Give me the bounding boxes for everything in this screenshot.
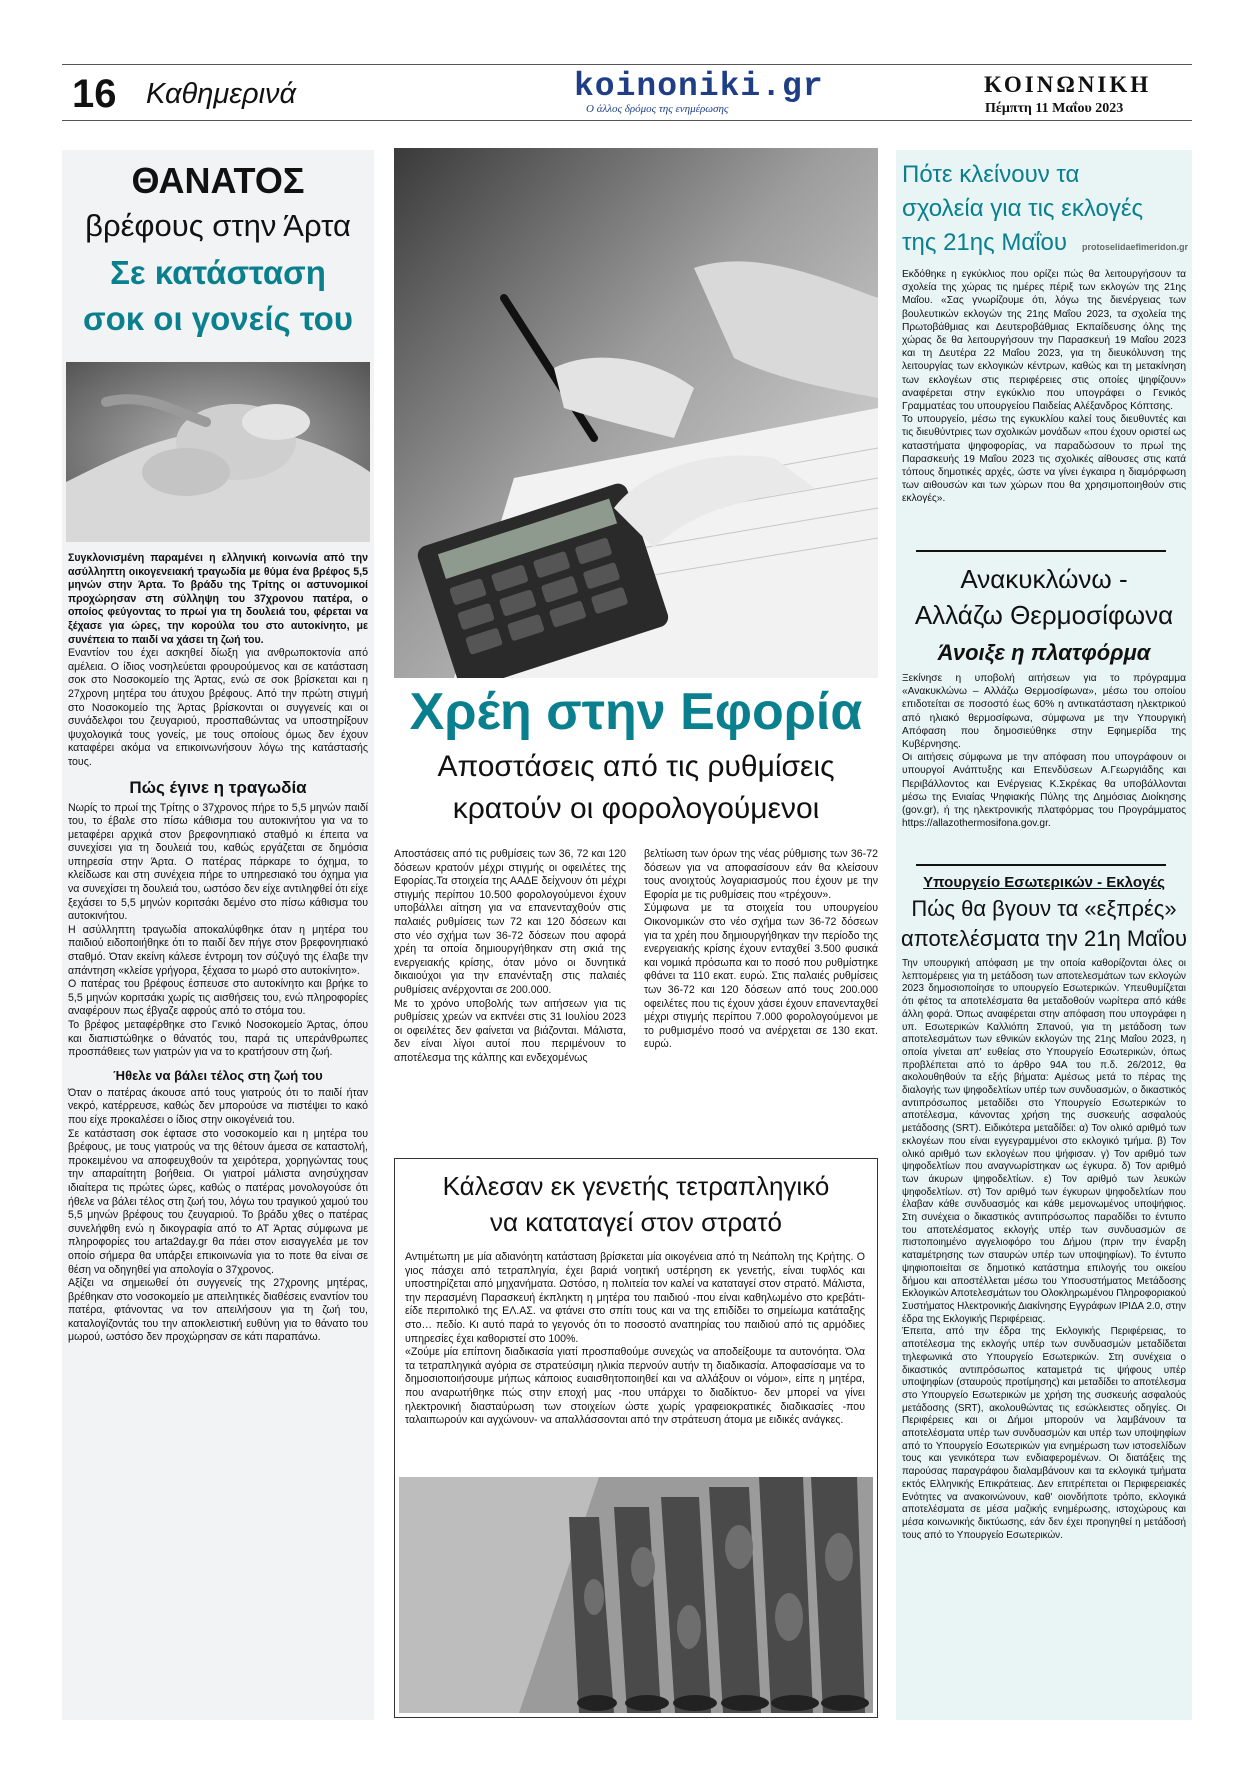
army-body <box>405 1251 865 1428</box>
site-tagline: Ο άλλος δρόμος της ενημέρωσης <box>586 103 729 115</box>
recycle-paragraph: Οι αιτήσεις σύμφωνα με την απόφαση που υπογράφουν οι υπουργοί Ανάπτυξης και Επενδύσεων Α.Γεωργιάδης και Περιβάλλοντος και Ενέργειας Κ.Σκρέκας θα υποβάλλονται μέσω της Ενιαίας Ψηφιακής Πύλης της Δημόσιας Διοίκησης (gov.gr), ή της ηλεκτρονικής πλατφόρμας του Προγράμματος https://allazothermosifona.gov.gr. <box>902 752 1186 830</box>
elections-kicker: Υπουργείο Εσωτερικών - Εκλογές <box>923 874 1165 891</box>
schools-headline-2: σχολεία για τις εκλογές <box>902 195 1144 222</box>
tax-column-1 <box>394 848 626 1066</box>
schools-body <box>902 268 1186 506</box>
tax-column-2 <box>644 848 878 1052</box>
left-headline-1: βρέφους στην Άρτα <box>85 208 351 243</box>
calculator-photo <box>394 148 878 678</box>
watermark-text: protoselidaefimeridon.gr <box>1082 242 1189 252</box>
army-headline-1: Κάλεσαν εκ γενετής τετραπληγικό <box>442 1171 830 1201</box>
elections-headline-1: Πώς θα βγουν τα «εξπρές» <box>911 896 1177 921</box>
header-top-rule <box>62 64 1192 65</box>
right-column-panel <box>896 150 1192 1720</box>
page-number: 16 <box>72 72 117 116</box>
right-divider-1 <box>916 550 1166 552</box>
section-title: Καθημερινά <box>146 78 297 110</box>
left-paragraph: Εναντίον του έχει ασκηθεί δίωξη για ανθρωποκτονία από αμέλεια. Ο ίδιος νοσηλεύεται φρουρούμενος και σε κατάσταση σοκ στο Νοσοκομείο της Άρτας, ενώ σε σοκ βρίσκεται και η 27χρονη μητέρα του άτυχου βρέφους. Από την πρώτη στιγμή στο Νοσοκομείο της Άρτας βρίσκονται οι συγγενείς και οι συνάδελφοι του ζευγαριού, προσπαθώντας να υποστηρίξουν ψυχολογικά τους γονείς, με τους οποίους όμως δεν έχουν καταφέρει ακόμα να επικοινωνήσουν λόγω της κατάστασής τους. <box>68 647 368 768</box>
tax-paragraph: βελτίωση των όρων της νέας ρύθμισης των 36-72 δόσεων για να αποφασίσουν εάν θα κλείσουν τους ανοιχτούς λογαριασμούς που έχουν με την Εφορία με τις ρυθμίσεις που «τρέχουν». <box>644 848 878 901</box>
recycle-paragraph: Ξεκίνησε η υποβολή αιτήσεων για το πρόγραμμα «Ανακυκλώνω – Αλλάζω Θερμοσίφωνα», μέσω του οποίου επιδοτείται σε ποσοστό έως 60% η αντικατάσταση ηλεκτρικού από ηλιακό θερμοσίφωνα, σύμφωνα με την Υπουργική Απόφαση που δημοσιεύθηκε στην Εφημερίδα της Κυβέρνησης. <box>902 673 1186 751</box>
left-paragraph: Το βρέφος μεταφέρθηκε στο Γενικό Νοσοκομείο Άρτας, όπου και διαπιστώθηκε ο θάνατός του, παρά τις υπεράνθρωπες προσπάθειες των γιατρών για να το κρατήσουν στη ζωή. <box>68 1019 368 1059</box>
schools-headline-1: Πότε κλείνουν τα <box>902 161 1080 188</box>
tax-paragraph: Σύμφωνα με τα στοιχεία του υπουργείου Οικονομικών στο νέο σχήμα των 36-72 δόσεων για τα χρέη που δημιουργήθηκαν την περίοδο της ενεργειακής κρίσης έχουν ενταχθεί 3.500 φυσικά και νομικά πρόσωπα και το ποσό που ρυθμίστηκε φθάνει τα 110 εκατ. ευρώ. Στις παλαιές ρυθμίσεις των 36-72 και 120 δόσεων από τους 200.000 οφειλέτες που τις έχουν χάσει έχουν επανενταχθεί μέχρι στιγμής περίπου 7.000 φορολογούμενοι με το ρυθμισμένο ποσό να ανέρχεται σε 130 εκατ. ευρώ. <box>644 902 878 1051</box>
left-paragraph: Σε κατάσταση σοκ έφτασε στο νοσοκομείο και η μητέρα του βρέφους, με τους γιατρούς να της θέτουν άμεσα σε καταστολή, προκειμένου να αποφευχθούν τα χειρότερα, χορηγώντας τους την απαραίτητη βοήθεια. Οι γιατροί μάλιστα ανησύχησαν ιδιαίτερα τις πρώτες ώρες, καθώς ο πατέρας μονολογούσε ότι ήθελε να βάλει τέλος στη ζωή του, λόγω του τραγικού χαμού του 5,5 μηνών βρέφους του ζευγαριού. Το βράδυ χθες ο πατέρας συνελήφθη ενώ η δικογραφία από το ΑΤ Άρτας σύμφωνα με πληροφορίες του arta2day.gr θα πάει στον εισαγγελέα με τον οποίο σήμερα θα υπάρξει επικοινωνία για το ποτε θα είναι σε θέση να οδηγηθεί για απολογία ο 37χρονος. <box>68 1127 368 1276</box>
paper-name: ΚΟΙΝΩΝΙΚΗ <box>984 72 1152 97</box>
army-paragraph: Αντιμέτωπη με μία αδιανόητη κατάσταση βρίσκεται μία οικογένεια από τη Νεάπολη της Κρήτης. Ο γιος πάσχει από τετραπληγία, έχει βαριά νοητική υστέρηση εκ γενετής, είναι τυφλός και υποστηρίζεται από μηχανήματα. Ωστόσο, η πολιτεία τον καλεί να καταταγεί στον στρατό. Μάλιστα, την περασμένη Παρασκευή έκπληκτη η μητέρα του παιδιού -που είναι καθηλωμένο στο κρεβάτι- είδε περιπολικό της ΕΛ.ΑΣ. να φτάνει στο σπίτι τους και να της επιδίδει το σημείωμα κατάταξης στο… πεδίο. Κι αυτό παρά το γεγονός ότι το ποσοστό αναπηρίας του παιδιού από τις αρμόδιες υπηρεσίες έχει καθοριστεί στο 100%. <box>405 1251 865 1345</box>
elections-headline-2: αποτελέσματα την 21η Μαΐου <box>900 926 1188 951</box>
elections-body <box>902 958 1186 1542</box>
issue-date: Πέμπτη 11 Μαΐου 2023 <box>985 101 1124 116</box>
left-paragraph: Ο πατέρας του βρέφους έσπευσε στο αυτοκίνητο και βρήκε το 5,5 μηνών κοριτσάκι χωρίς τις αισθήσεις του, ενώ πληροφορίες αναφέρουν πως έβγαζε αφρούς από το στόμα του. <box>68 978 368 1018</box>
schools-paragraph: Εκδόθηκε η εγκύκλιος που ορίζει πώς θα λειτουργήσουν τα σχολεία της χώρας τις ημέρες πέριξ των εκλογών της 21ης Μαΐου. «Σας γνωρίζουμε ότι, λόγω της διενέργειας των βουλευτικών εκλογών της 21ης Μαΐου 2023, τα σχολεία της Πρωτοβάθμιας και Δευτεροβάθμιας Εκπαίδευσης όλης της χώρας δε θα λειτουργήσουν την Παρασκευή 19 Μαΐου 2023 και τη Δευτέρα 22 Μαΐου 2023, για τη διευκόλυνση της λειτουργίας των εκλογικών κέντρων, καθώς και τη μετακίνηση των εκλογέων στις περιφέρειες στις οποίες ψηφίζουν» αναφέρεται στην εγκύκλιο που υπογράφει ο Γενικός Γραμματέας του υπουργείου Παιδείας Αλέξανδρος Κόπτσης. <box>902 269 1186 413</box>
recycle-body <box>902 672 1186 830</box>
schools-headline-3: της 21ης Μαΐου <box>902 229 1068 256</box>
left-paragraph: Η ασύλληπτη τραγωδία αποκαλύφθηκε όταν η μητέρα του παιδιού ειδοποιήθηκε ότι το παιδί δεν πήγε στον βρεφονηπιακό σταθμό. Όταν εκείνη κάλεσε έντρομη τον σύζυγό της έλαβε την απάντηση «κλείσε γρήγορα, ξέχασα το μωρό στο αυτοκίνητο». <box>68 923 368 977</box>
left-headline-3: σοκ οι γονείς του <box>83 300 353 337</box>
recycle-headline-2: Αλλάζω Θερμοσίφωνα <box>914 600 1174 630</box>
left-kicker: ΘΑΝΑΤΟΣ <box>131 160 305 201</box>
tax-subhead-2: κρατούν οι φορολογούμενοι <box>452 792 820 825</box>
tax-headline: Χρέη στην Εφορία <box>409 683 863 741</box>
recycle-headline-1: Ανακυκλώνω - <box>960 564 1128 594</box>
soldiers-photo <box>399 1477 873 1713</box>
left-paragraph: Όταν ο πατέρας άκουσε από τους γιατρούς ότι το παιδί ήταν νεκρό, κατέρρευσε, καθώς δεν μπορούσε να πιστέψει το κακό που είχε προκαλέσει ο ίδιος στην οικογένειά του. <box>68 1086 368 1126</box>
tax-paragraph: Με το χρόνο υποβολής των αιτήσεων για τις ρυθμίσεις χρεών να εκπνέει στις 31 Ιουλίου 2023 οι οφειλέτες δεν φαίνεται να βιάζονται. Μάλιστα, δεν είναι λίγοι αυτοί που περιμένουν το αποτέλεσμα της κάλπης και ενδεχομένως <box>394 997 626 1064</box>
site-logo[interactable]: koinoniki.gr <box>574 68 824 105</box>
left-lead: Συγκλονισμένη παραμένει η ελληνική κοινωνία από την ασύλληπτη οικογενειακή τραγωδία με θύμα ένα βρέφος 5,5 μηνών στην Άρτα. Το βράδυ της Τρίτης οι αστυνομικοί προχώρησαν στη σύλληψη του 37χρονου πατέρα, ο οποίος φεύγοντας το πρωί για τη δουλειά του, φέρεται να ξέχασε για ώρες, την κορούλα του στο αυτοκίνητο, με συνέπεια το παιδί να χάσει τη ζωή του. <box>68 552 368 646</box>
left-paragraph: Νωρίς το πρωί της Τρίτης ο 37χρονος πήρε το 5,5 μηνών παιδί του, το έβαλε στο πίσω κάθισμα του αυτοκινήτου για να το μεταφέρει αρχικά στον βρεφονηπιακό σταθμό κι έπειτα να συνεχίσει για τη δουλειά του, καθώς εργάζεται σε δημόσια υπηρεσία στην Άρτα. Ο πατέρας πάρκαρε το όχημα, το κλείδωσε και στη συνέχεια πήρε το υπηρεσιακό του όχημα για να συνεχίσει τη δουλειά του, ωστόσο δεν είχε αντιληφθεί ότι είχε ξεχάσει το 5,5 μηνών κοριτσάκι δεμένο στο πίσω κάθισμα του αυτοκινήτου. <box>68 801 368 923</box>
elections-paragraph: Έπειτα, από την έδρα της Εκλογικής Περιφέρειας, το αποτέλεσμα της εκλογής υπέρ των συνδυασμών μεταδίδεται τηλεφωνικά στο Υπουργείο Εσωτερικών. Στη συνέχεια ο δικαστικός αντιπρόσωπος καταμετρά τις ψήφους υπέρ υποψηφίων (σταυρούς προτίμησης) και μεταδίδει το αποτέλεσμα στο Υπουργείο Εσωτερικών με χρήση της συσκευής ασφαλούς μετάδοσης (SRT), ακολουθώντας τις εσώκλειστες οδηγίες. Οι Περιφέρειες και οι Δήμοι μπορούν να λαμβάνουν τα αποτελέσματα υπέρ των συνδυασμών και υπέρ των υποψηφίων από το Υπουργείο Εσωτερικών για ενημέρωση των ιστοσελίδων τους και γενικότερα των ενδιαφερομένων. Οι διατάξεις της παρούσας παραγράφου διαλαμβάνουν και τα εκλογικά τμήματα εκτός Ελληνικής Επικράτειας. Δεν επιτρέπεται οι Περιφερειακές Ενότητες να ανακοινώνουν, καθ' οιονδήποτε τρόπο, εκλογικά αποτελέσματα σε μέσα μαζικής ενημέρωσης, ιστοχώρους και μέσα κοινωνικής δικτύωσης, εάν δεν έχει προηγηθεί η μετάδοσή τους από το Υπουργείο Εσωτερικών. <box>902 1326 1186 1541</box>
left-subhead-1: Πώς έγινε η τραγωδία <box>129 777 307 797</box>
recycle-headline-3: Άνοιξε η πλατφόρμα <box>937 640 1151 665</box>
header-bottom-rule <box>62 120 1192 121</box>
schools-paragraph: Το υπουργείο, μέσω της εγκυκλίου καλεί τους διευθυντές και τις διευθύντριες των σχολικών μονάδων «που έχουν οριστεί ως καταστήματα ψηφοφορίας, να παραδώσουν το πρωί της Παρασκευής 19 Μαΐου 2023 τις σχολικές αίθουσες στις κατά τόπους δημοτικές αρχές, ώστε να γίνει έγκαιρα η διαμόρφωση των αιθουσών και των χώρων που θα χρησιμοποιηθούν στις εκλογές». <box>902 414 1186 505</box>
army-article-box <box>394 1158 878 1718</box>
right-divider-2 <box>916 864 1166 866</box>
tax-paragraph: Αποστάσεις από τις ρυθμίσεις των 36, 72 και 120 δόσεων κρατούν μέχρι στιγμής οι οφειλέτες της Εφορίας.Τα στοιχεία της ΑΑΔΕ δείχνουν ότι μέχρι στιγμής περίπου 10.500 φορολογούμενοι έχουν υποβάλλει αίτηση για να επανενταχθούν στις παλαιές ρυθμίσεις των 72 και 120 δόσεων και στο νέο σχήμα των 36-72 δόσεων που αφορά χρέη τα οποία δημιουργήθηκαν στη σκιά της ενεργειακής κρίσης, όταν μόνο οι δυνητικά δικαιούχοι για την επανένταξη στις παλαιές ρυθμίσεις ανέρχονται σε 200.000. <box>394 848 626 996</box>
left-subhead-2: Ήθελε να βάλει τέλος στη ζωή του <box>113 1067 323 1083</box>
left-headline-2: Σε κατάσταση <box>110 254 326 291</box>
army-headline-2: να καταταγεί στον στρατό <box>490 1207 782 1237</box>
left-article-body <box>68 552 368 1345</box>
left-paragraph: Αξίζει να σημειωθεί ότι συγγενείς της 27χρονης μητέρας, βρέθηκαν στο νοσοκομείο με απειλητικές διαθέσεις εναντίον του πατέρα, φτάνοντας να τον απειλήσουν για τη ζωή του, καταλογίζοντάς του την αποκλειστική ευθύνη για το θάνατο του μωρού, ωστόσο δεν προχώρησαν σε κάτι παραπάνω. <box>68 1277 368 1344</box>
baby-hand-photo <box>66 362 370 542</box>
elections-paragraph: Την υπουργική απόφαση με την οποία καθορίζονται όλες οι λεπτομέρειες για τη μετάδοση των αποτελεσμάτων των εκλογών 2023 δημοσιοποίησε το υπουργείο Εσωτερικών. Υπευθυμίζεται ότι φέτος τα αποτελέσματα θα μεταδοθούν νωρίτερα από κάθε άλλη φορά. Όπως αναφέρεται στην απόφαση που υπογράφει η υπ. Εσωτερικών Καλλιόπη Σπανού, για τη μετάδοση των αποτελεσμάτων των εθνικών εκλογών της 21ης Μαΐου 2023, η οποία γίνεται απ' ευθείας στο Υπουργείο Εσωτερικών, όπως προβλέπεται από το άρθρο 94Α του π.δ. 26/2012, θα ακολουθηθούν τα εξής βήματα: Αμέσως μετά το πέρας της διαλογής των ψηφοδελτίων υπέρ των συνδυασμών, ο δικαστικός αντιπρόσωπος μεταδίδει στο Υπουργείο Εσωτερικών το αποτέλεσμα, κάνοντας χρήση της συσκευής ασφαλούς μετάδοσης (SRT). Ειδικότερα μεταδίδει: α) Τον ολικό αριθμό των εκλογέων που είναι εγγεγραμμένοι στο εκλογικό τμήμα. β) Τον ολικό αριθμό των εκλογέων που ψήφισαν. γ) Τον αριθμό των ψηφοδελτίων που αναγνωρίστηκαν ως έγκυρα. δ) Τον αριθμό των άκυρων ψηφοδελτίων. ε) Τον αριθμό των λευκών ψηφοδελτίων. στ) Τον αριθμό των έγκυρων ψηφοδελτίων που έλαβαν κάθε συνδυασμός και κάθε μεμονωμένος υποψήφιος. Στη συνέχεια ο δικαστικός αντιπρόσωπος παραδίδει το έντυπο του αποτελέσματος εκλογής υπέρ των συνδυασμών σε πιστοποιημένο αγγελιοφόρο του Δήμου (πριν την έναρξη καταμέτρησης των σταυρών υπέρ των υποψηφίων). Το έντυπο ψηφιοποιείται σε δημοτικό κατάστημα επιλογής του οικείου δήμου και αποστέλλεται μέσω του Υποσυστήματος Μετάδοσης Εκλογικών Αποτελεσμάτων του Ολοκληρωμένου Πληροφοριακού Συστήματος Ηλεκτρονικής Διακίνησης Εγγράφων ΙΡΙΔΑ 2.0, στην έδρα της Εκλογικής Περιφέρειας. <box>902 958 1187 1325</box>
left-article-panel <box>62 150 374 1720</box>
tax-subhead-1: Αποστάσεις από τις ρυθμίσεις <box>437 750 835 783</box>
army-paragraph: «Ζούμε μία επίπονη διαδικασία γιατί προσπαθούμε συνεχώς να αποδείξουμε τα αυτονόητα. Όλα τα τετραπληγικά αγόρια σε στρατεύσιμη ηλικία περνούν αυτήν τη διαδικασία. Αποφασίσαμε να το δημοσιοποιήσουμε μήπως κάποιος ευαισθητοποιηθεί και να αλλάξουν οι νόμοι», είπε η μητέρα, που αναρωτήθηκε πώς στην εποχή μας -που υπάρχει το διαδίκτυο- δεν μπορεί να γίνει ηλεκτρονική διασταύρωση των στοιχείων ώστε χωρίς γραφειοκρατικές διαδικασίες -που ταλαιπωρούν και αγχώνουν- να απαλλάσσονται από την στράτευση άτομα με ειδικές ανάγκες. <box>405 1346 865 1427</box>
